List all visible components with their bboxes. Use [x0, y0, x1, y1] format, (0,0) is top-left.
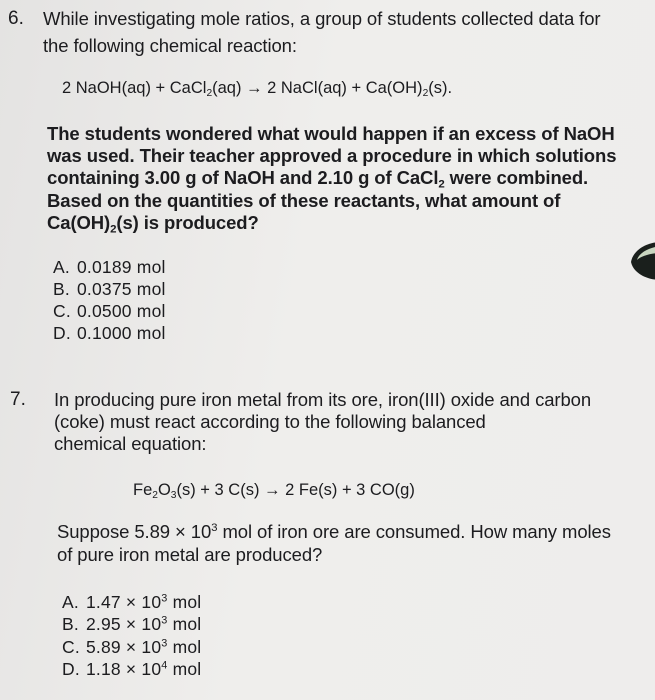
chemical-equation: $Fe_2O_3(s) + 3$ C(s) → 2 Fe(s) + 3 CO(g)	[133, 481, 415, 502]
answer-option-d[interactable]: D. $1.18 \times 10^4$ mol	[62, 659, 202, 679]
answer-option-b[interactable]: B. 0.0375 mol	[53, 279, 166, 299]
answer-option-c[interactable]: C. 0.0500 mol	[53, 301, 166, 321]
question-stem-line: In producing pure iron metal from its ore, iron(III) oxide and carbon	[54, 389, 592, 410]
question-number: 6.	[8, 8, 24, 29]
question-stem-line: chemical equation:	[54, 433, 207, 454]
question-stem-line: While investigating mole ratios, a group of students collected data for	[43, 8, 601, 29]
question-number: 7.	[10, 389, 26, 410]
answer-option-a[interactable]: A. 0.0189 mol	[53, 257, 166, 277]
question-stem-line: the following chemical reaction:	[43, 35, 297, 56]
worksheet-page: 6. While investigating mole ratios, a group of students collected data for the following chemical reaction: 2 NaOH(aq) + CaCl$_2$(aq) → 2 NaCl(aq) + $Ca(OH)_2(s)$. The students wondered what would happen if an excess of NaOH was used. Their teacher approved a procedure in which solutions containing 3.00 g of NaOH and 2.10 g of CaCl$_2$ were combined. Based on the quantities of these reactants, what amount of $Ca(OH)_2(s)$ is produced? A. 0.0189 mol B. 0.0375 mol C. 0.0500 mol D. 0.1000 mol 7. In producing pure iron metal from its ore, iron(III) oxide and carbon (coke) must react according to the following balanced chemical equation: $Fe_2O_3(s) + 3$ C(s) → 2 Fe(s) + 3 CO(g) Suppose $5.89 \times 10^3$ mol of iron ore are consumed. How many moles of pure iron metal are produced? A. $1.47 \times 10^3$ mol B. $2.95 \times 10^3$ mol C. $5.89 \times 10^3$ mol D. $1.18 \times 10^4$ mol	[0, 0, 655, 700]
edge-object-icon	[627, 240, 655, 282]
answer-option-c[interactable]: C. $5.89 \times 10^3$ mol	[62, 637, 202, 657]
chemical-equation: 2 NaOH(aq) + CaCl$_2$(aq) → 2 NaCl(aq) + $Ca(OH)_2(s)$.	[62, 79, 453, 100]
answer-option-b[interactable]: B. $2.95 \times 10^3$ mol	[62, 614, 202, 634]
answer-option-d[interactable]: D. 0.1000 mol	[53, 323, 166, 343]
question-stem-line: (coke) must react according to the following balanced	[54, 411, 486, 432]
answer-option-a[interactable]: A. $1.47 \times 10^3$ mol	[62, 592, 202, 612]
